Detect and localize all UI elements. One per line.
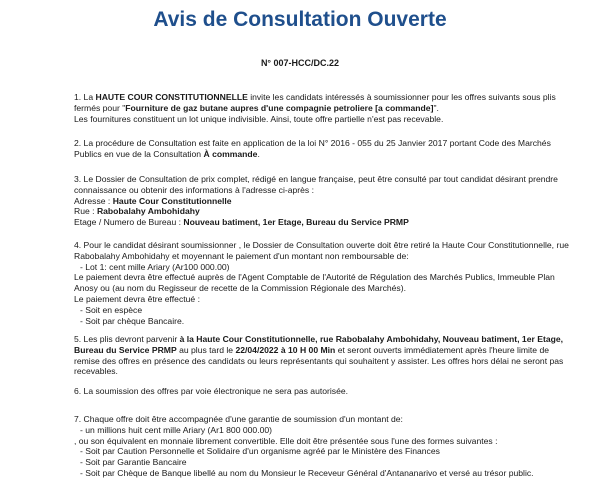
paragraph-1	[74, 92, 570, 124]
office-line: Etage / Numero de Bureau : Nouveau batiment, 1er Etage, Bureau du Service PRMP	[74, 217, 409, 228]
payment-cash: - Soit en espèce	[80, 304, 143, 315]
reference-number: N° 007-HCC/DC.22	[260, 58, 340, 68]
paragraph-6: 6. La soumission des offres par voie électronique ne sera pas autorisée.	[74, 386, 349, 396]
paragraph-4: 4. Pour le candidat désirant soumissionner , le Dossier de Consultation ouverte doit être retiré la Haute Cour Constitutionnelle, rue Rabobalahy Ambohidahy et moyennant le paiement d'un montant non remboursable de: - Lot 1: cent mille Ariary (Ar100 000.00) Le paiement devra être effectué auprès de l'Agent Comptable de l'Autorité de Régulation des Marchés Publics, Immeuble Plan Anosy ou (au nom du Regisseur de recette de la Commission Régionale des Marchés). Le paiement devra être effectué : - Soit en espèce - Soit par chèque Bancaire.	[74, 240, 569, 326]
address-line: Adresse : Haute Cour Constitutionnelle	[74, 195, 232, 206]
street-line: Rue : Rabobalahy Ambohidahy	[74, 206, 200, 217]
paragraph-1-note: Les fournitures constituent un lot unique indivisible. Ainsi, toute offre partielle n'est pas recevable.	[74, 113, 444, 124]
paragraph-7: 7. Chaque offre doit être accompagnée d'une garantie de soumission d'un montant de: - un millions huit cent mille Ariary (Ar1 800 000.00) , ou son équivalent en monnaie librement convertible. Elle doit être présentée sous l'une des formes suivantes : - Soit par Caution Personnelle et Solidaire d'un organisme agréé par le Ministère des Finances - Soit par Garantie Bancaire - Soit par Chèque de Banque libellé au nom du Monsieur le Receveur Général d'Antananarivo et versé au trésor public.	[74, 414, 570, 479]
lot-amount: - Lot 1: cent mille Ariary (Ar100 000.00)	[80, 261, 230, 272]
paragraph-3-intro: 3. Le Dossier de Consultation de prix complet, rédigé en langue française, peut être consulté par tout candidat désirant prendre connaissance ou obtenir des informations à l'adresse ci-après :	[74, 174, 558, 195]
paragraph-2: 2. La procédure de Consultation est faite en application de la loi N° 2016 - 055 du 25 Janvier 2017 portant Code des Marchés Publics en vue de la Consultation À commande.	[74, 138, 551, 159]
guarantee-amount: - un millions huit cent mille Ariary (Ar1 800 000.00)	[80, 424, 273, 435]
document-title: Avis de Consultation Ouverte	[153, 8, 447, 31]
paragraph-5: 5. Les plis devront parvenir à la Haute Cour Constitutionnelle, rue Rabobalahy Ambohidahy, Nouveau batiment, 1er Etage, Bureau du Service PRMP au plus tard le 22/04/2022 à 10 H 00 Min et seront ouverts immédiatement après l'heure limite de remise des offres en présence des candidats ou leurs représentants qui souhaitent y assister. Les offres hors délai ne seront pas recevables.	[74, 334, 564, 377]
paragraph-1-line: 1. La HAUTE COUR CONSTITUTIONNELLE invite les candidats intéressés à soumissionner pour les offres suivants sous plis fermés pour "Fourniture de gaz butane aupres d'une compagnie petroliere [a commande]".	[74, 92, 556, 113]
paragraph-3	[74, 174, 570, 228]
payment-check: - Soit par chèque Bancaire.	[80, 315, 185, 326]
